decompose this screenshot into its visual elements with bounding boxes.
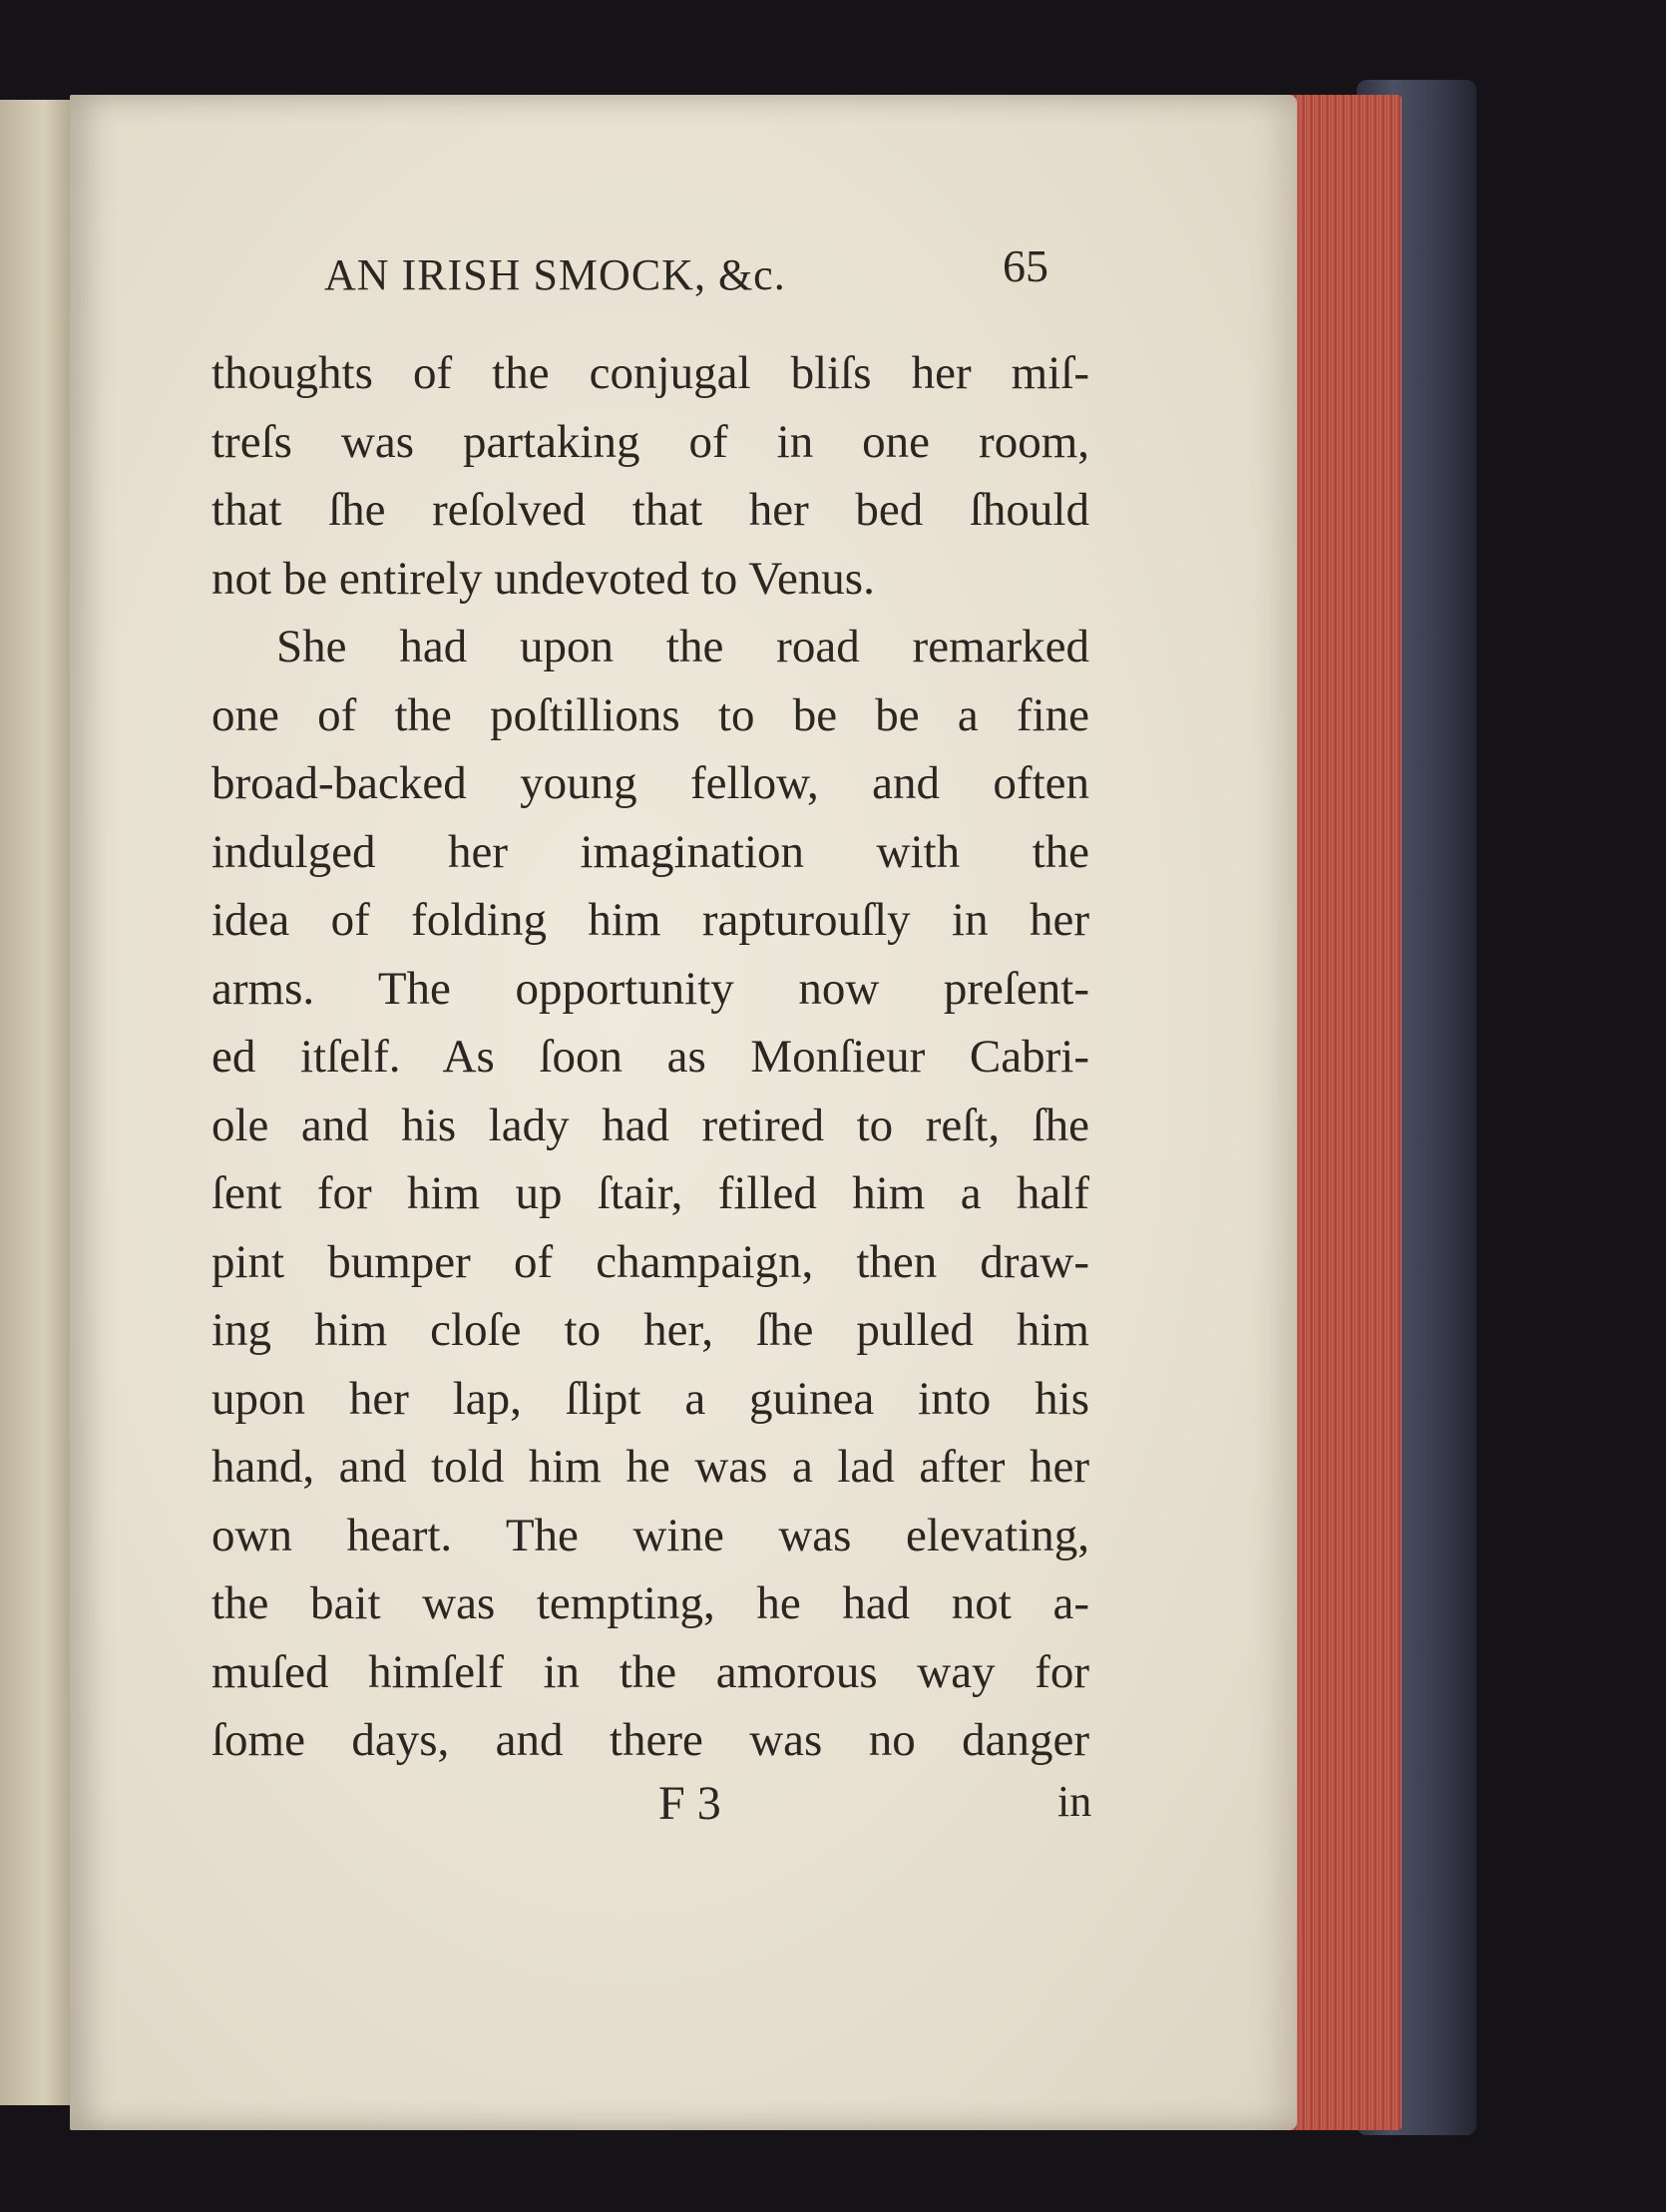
text-line: not be entirely undevoted to Venus. — [211, 552, 875, 605]
red-page-edges — [1282, 95, 1402, 2130]
text-line: broad-backed young fellow, and often — [211, 757, 1089, 809]
text-line: thoughts of the conjugal bliſs her miſ- — [211, 347, 1089, 399]
text-line: treſs was partaking of in one room, — [211, 415, 1089, 468]
text-line: idea of folding him rapturouſly in her — [211, 894, 1089, 946]
text-line: pint bumper of champaign, then draw- — [211, 1235, 1089, 1288]
catchword: in — [1057, 1777, 1092, 1826]
text-line: own heart. The wine was elevating, — [211, 1509, 1089, 1561]
running-head: AN IRISH SMOCK, &c. — [324, 250, 786, 299]
body-text — [211, 339, 1089, 1775]
text-line: upon her lap, ſlipt a guinea into his — [211, 1372, 1089, 1425]
text-line: ſent for him up ſtair, filled him a half — [211, 1167, 1089, 1219]
text-line: hand, and told him he was a lad after her — [211, 1441, 1089, 1493]
previous-page-edge — [0, 100, 80, 2105]
text-line: ed itſelf. As ſoon as Monſieur Cabri- — [211, 1031, 1089, 1083]
signature-mark: F 3 — [658, 1777, 721, 1830]
text-line: muſed himſelf in the amorous way for — [211, 1645, 1089, 1698]
text-line: ole and his lady had retired to reſt, ſhe — [211, 1099, 1089, 1151]
text-line: indulged her imagination with the — [211, 825, 1089, 878]
text-line: She had upon the road remarked — [276, 621, 1089, 672]
text-line: ing him cloſe to her, ſhe pulled him — [211, 1304, 1089, 1356]
text-line: ſome days, and there was no danger — [211, 1714, 1089, 1766]
text-line: arms. The opportunity now preſent- — [211, 962, 1089, 1015]
text-line: that ſhe reſolved that her bed ſhould — [211, 484, 1089, 536]
text-line: one of the poſtillions to be be a fine — [211, 688, 1089, 741]
text-line: the bait was tempting, he had not a- — [211, 1577, 1089, 1629]
page-number: 65 — [1003, 240, 1048, 291]
